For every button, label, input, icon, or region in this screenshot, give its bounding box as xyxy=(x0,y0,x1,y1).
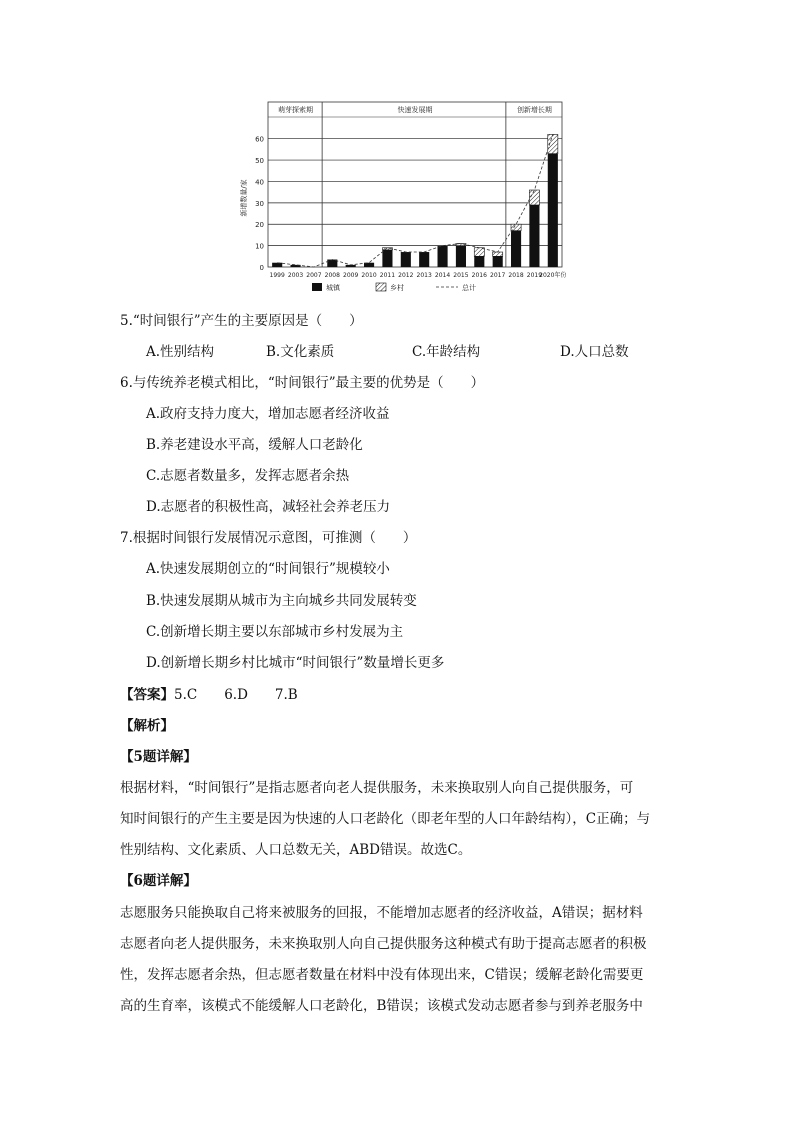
bar-urban xyxy=(493,256,503,267)
legend-rural-label: 乡村 xyxy=(390,284,404,292)
detail-6-line: 志愿服务只能换取自己将来被服务的回报，不能增加志愿者的经济收益，A错误；据材料 xyxy=(120,905,643,921)
bar-urban xyxy=(272,263,282,267)
y-tick-label: 10 xyxy=(255,242,264,251)
analysis-label: 【解析】 xyxy=(120,718,174,734)
x-tick-label: 2007 xyxy=(306,272,322,279)
detail-5-line: 知时间银行的产生主要是因为快速的人口老龄化（即老年型的人口年龄结构），C正确；与 xyxy=(120,811,651,827)
x-tick-label: 2003 xyxy=(287,272,304,279)
q7-option-c: C.创新增长期主要以东部城市乡村发展为主 xyxy=(146,624,404,640)
x-tick-label: 2009 xyxy=(343,272,359,279)
q5-stem: 5.“时间银行”产生的主要原因是（ ） xyxy=(120,313,363,329)
q5-option-d: D.人口总数 xyxy=(560,344,629,360)
q5-option-a: A.性别结构 xyxy=(146,344,215,360)
y-axis-label: 新增数量/家 xyxy=(240,179,248,217)
x-tick-label: 2015 xyxy=(453,272,469,279)
detail-6-title: 【6题详解】 xyxy=(120,873,197,889)
q5-option-c: C.年龄结构 xyxy=(412,344,481,360)
q6-option-a: A.政府支持力度大，增加志愿者经济收益 xyxy=(146,406,390,422)
bar-urban xyxy=(419,252,429,267)
q5-option-b: B.文化素质 xyxy=(266,344,335,360)
legend-urban-swatch xyxy=(312,283,322,291)
y-tick-label: 30 xyxy=(255,199,264,208)
detail-6-line: 性，发挥志愿者余热，但志愿者数量在材料中没有体现出来，C错误；缓解老龄化需要更 xyxy=(120,967,644,983)
bar-urban xyxy=(456,246,466,267)
q7-option-d: D.创新增长期乡村比城市“时间银行”数量增长更多 xyxy=(146,655,445,671)
bar-urban xyxy=(382,250,392,267)
q7-stem: 7.根据时间银行发展情况示意图，可推测（ ） xyxy=(120,530,417,546)
detail-5-title: 【5题详解】 xyxy=(120,749,197,765)
y-tick-label: 50 xyxy=(255,157,264,166)
detail-5-body xyxy=(120,773,676,866)
detail-6-line: 高的生育率，该模式不能缓解人口老龄化，B错误；该模式发动志愿者参与到养老服务中 xyxy=(120,998,643,1014)
bar-urban xyxy=(529,205,539,267)
y-tick-label: 40 xyxy=(255,178,264,187)
answer-text: 5.C 6.D 7.B xyxy=(174,687,298,703)
bar-urban xyxy=(511,231,521,267)
x-tick-label: 2013 xyxy=(416,272,432,279)
phase-label: 快速发展期 xyxy=(397,106,433,114)
time-bank-chart xyxy=(236,100,566,300)
q6-option-c: C.志愿者数量多，发挥志愿者余热 xyxy=(146,468,350,484)
legend-urban-label: 城镇 xyxy=(326,284,340,292)
x-tick-label: 2020年份 xyxy=(539,272,566,279)
q7-option-a: A.快速发展期创立的“时间银行”规模较小 xyxy=(146,561,390,577)
bar-urban xyxy=(548,154,558,267)
x-tick-label: 2011 xyxy=(379,272,396,279)
x-tick-label: 2012 xyxy=(398,272,414,279)
chart-svg xyxy=(236,100,566,300)
q7-option-b: B.快速发展期从城市为主向城乡共同发展转变 xyxy=(146,593,417,609)
x-tick-label: 2017 xyxy=(490,272,506,279)
x-tick-label: 2016 xyxy=(471,272,487,279)
answer-line xyxy=(120,686,298,704)
detail-6-body xyxy=(120,898,676,1022)
bar-urban xyxy=(438,246,448,267)
x-tick-label: 1999 xyxy=(269,272,285,279)
phase-label: 萌芽探索期 xyxy=(278,106,314,114)
x-tick-label: 2010 xyxy=(361,272,377,279)
legend-total-label: 总计 xyxy=(462,284,476,292)
phase-label: 创新增长期 xyxy=(516,106,552,114)
bar-urban xyxy=(401,252,411,267)
x-tick-label: 2008 xyxy=(324,272,340,279)
bar-urban xyxy=(474,256,484,267)
y-tick-label: 60 xyxy=(255,135,264,144)
legend-rural-swatch xyxy=(376,283,386,291)
y-tick-label: 20 xyxy=(255,221,264,230)
q6-option-b: B.养老建设水平高，缓解人口老龄化 xyxy=(146,437,363,453)
answer-label: 【答案】 xyxy=(120,687,174,703)
detail-5-line: 根据材料，“时间银行”是指志愿者向老人提供服务，未来换取别人向自己提供服务，可 xyxy=(120,780,634,796)
q6-stem: 6.与传统养老模式相比，“时间银行”最主要的优势是（ ） xyxy=(120,375,485,391)
bar-rural xyxy=(474,248,484,257)
bar-rural xyxy=(493,252,503,256)
q6-option-d: D.志愿者的积极性高，减轻社会养老压力 xyxy=(146,499,391,515)
detail-5-line: 性别结构、文化素质、人口总数无关，ABD错误。故选C。 xyxy=(120,842,472,858)
detail-6-line: 志愿者向老人提供服务，未来换取别人向自己提供服务这种模式有助于提高志愿者的积极 xyxy=(120,936,647,952)
x-tick-label: 2019 xyxy=(526,272,543,279)
x-tick-label: 2018 xyxy=(508,272,524,279)
bar-rural xyxy=(529,190,539,205)
y-tick-label: 0 xyxy=(259,264,264,272)
x-tick-label: 2014 xyxy=(434,272,451,279)
